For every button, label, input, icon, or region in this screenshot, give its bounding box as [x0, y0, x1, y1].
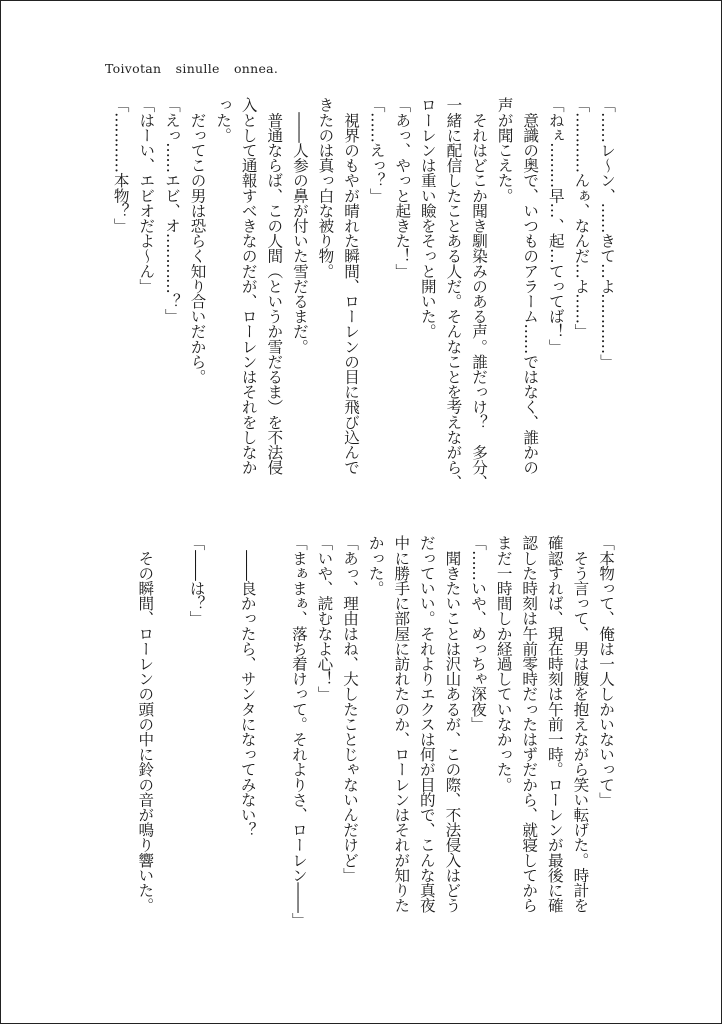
- text-line: 「ねぇ………早…、起…てってば！」: [546, 97, 565, 354]
- text-line: 認した時刻は午前零時だったはずだから、就寝してから: [520, 535, 539, 913]
- text-line: 聞きたいことは沢山あるが、この際、不法侵入はどう: [443, 535, 462, 913]
- text-line: 「…………本物？」: [111, 97, 130, 233]
- text-line: 「まぁまぁ、落ち着けって。それよりさ、ローレン――」: [289, 535, 308, 928]
- text-line: 入として通報すべきなのだが、ローレンはそれをしなか: [239, 97, 258, 475]
- text-line: 「はーい、エビオだよ～ん」: [137, 97, 156, 294]
- text-line: だっていい。それよりエクスは何が目的で、こんな真夜: [417, 535, 436, 913]
- text-line: 一緒に配信したことある人だ。そんなことを考えながら、: [444, 97, 463, 490]
- text-line: 声が聞こえた。: [495, 97, 514, 203]
- text-line: きたのは真っ白な被り物。: [316, 97, 335, 279]
- text-line: だってこの男は恐らく知り合いだから。: [188, 97, 207, 384]
- text-line: 「――は？」: [187, 535, 206, 626]
- text-line: それはどこか聞き馴染みのある声。誰だっけ？ 多分、: [470, 97, 489, 490]
- blank-line: [260, 535, 286, 935]
- text-column-bottom: [98, 535, 618, 935]
- text-line: 確認すれば、現在時刻は午前一時。ローレンが最後に確: [545, 535, 564, 913]
- text-line: 「…………んぁ、なんだ…よ……」: [572, 97, 591, 339]
- text-line: 「……えっ？」: [367, 97, 386, 203]
- blank-line: [209, 535, 235, 935]
- text-line: 意識の奥で、いつものアラーム……ではなく、誰かの: [521, 97, 540, 475]
- text-line: 「あっ、やっと起きた！」: [393, 97, 412, 279]
- text-line: その瞬間、ローレンの頭の中に鈴の音が鳴り響いた。: [136, 535, 155, 913]
- text-line: ――良かったら、サンタになってみない？: [238, 535, 257, 837]
- text-line: 中に勝手に部屋に訪れたのか、ローレンはそれが知りた: [392, 535, 411, 913]
- text-line: 「……いや、めっちゃ深夜」: [469, 535, 488, 732]
- text-line: 視界のもやが晴れた瞬間、ローレンの目に飛び込んで: [342, 97, 361, 475]
- text-line: 「……レ～ン、……きて…よ…………」: [598, 97, 616, 369]
- page-header: Toivotan sinulle onnea.: [105, 61, 279, 76]
- text-line: 「いや、読むなよ心！」: [315, 535, 334, 702]
- blank-line: [157, 535, 183, 935]
- text-column-top: [99, 97, 619, 491]
- text-line: そう言って、男は腹を抱えながら笑い転げた。時計を: [571, 535, 590, 913]
- text-line: った。: [214, 97, 233, 143]
- text-line: 「あっ、理由はね、大したことじゃないんだけど」: [341, 535, 360, 883]
- text-line: 「本物って、俺は一人しかいないって」: [597, 535, 615, 807]
- text-line: 「えっ……エビ、オ…………？」: [162, 97, 181, 324]
- text-line: まだ一時間しか経過していなかった。: [494, 535, 513, 792]
- text-line: 普通ならば、この人間（というか雪だるま）を不法侵: [265, 97, 284, 475]
- text-line: ――人参の鼻が付いた雪だるまだ。: [290, 97, 309, 354]
- text-line: かった。: [366, 535, 385, 596]
- text-line: ローレンは重い瞼をそっと開いた。: [418, 97, 437, 339]
